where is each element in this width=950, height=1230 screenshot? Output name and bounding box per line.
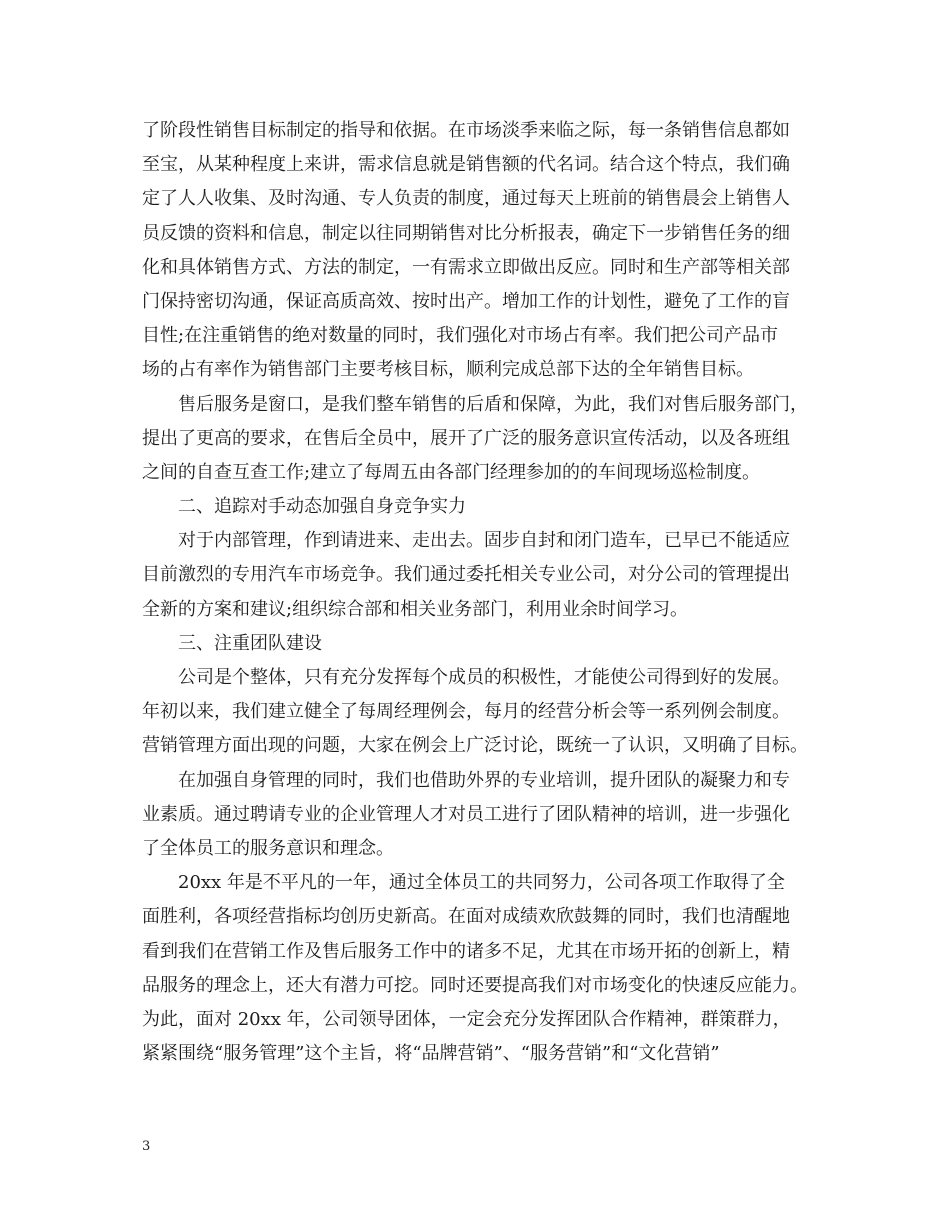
paragraph-start-line: 对于内部管理，作到请进来、走出去。固步自封和闭门造车，已早已不能适应	[178, 530, 790, 552]
document-body	[142, 114, 822, 1071]
page-number: 3	[142, 1139, 151, 1154]
body-line: 了全体员工的服务意识和理念。	[142, 837, 394, 859]
body-line: 化和具体销售方式、方法的制定，一有需求立即做出反应。同时和生产部等相关部	[142, 256, 790, 278]
body-line: 目性;在注重销售的绝对数量的同时，我们强化对市场占有率。我们把公司产品市	[142, 325, 779, 347]
section-heading: 二、追踪对手动态加强自身竞争实力	[178, 496, 466, 518]
paragraph-start-line: 在加强自身管理的同时，我们也借助外界的专业培训，提升团队的凝聚力和专	[178, 769, 790, 791]
body-line: 目前激烈的专用汽车市场竞争。我们通过委托相关专业公司，对分公司的管理提出	[142, 564, 790, 586]
body-line: 紧紧围绕“服务管理”这个主旨，将“品牌营销”、“服务营销”和“文化营销”	[142, 1043, 720, 1065]
body-line: 品服务的理念上，还大有潜力可挖。同时还要提高我们对市场变化的快速反应能力。	[142, 974, 808, 996]
body-line: 看到我们在营销工作及售后服务工作中的诸多不足，尤其在市场开拓的创新上，精	[142, 940, 790, 962]
body-line: 为此，面对 20xx 年，公司领导团体，一定会充分发挥团队合作精神，群策群力，	[142, 1008, 791, 1030]
body-line: 定了人人收集、及时沟通、专人负责的制度，通过每天上班前的销售晨会上销售人	[142, 188, 790, 210]
body-line: 全新的方案和建议;组织综合部和相关业务部门，利用业余时间学习。	[142, 598, 689, 620]
body-line: 提出了更高的要求，在售后全员中，展开了广泛的服务意识宣传活动，以及各班组	[142, 427, 790, 449]
paragraph-start-line: 公司是个整体，只有充分发挥每个成员的积极性，才能使公司得到好的发展。	[178, 667, 790, 688]
body-line: 年初以来，我们建立健全了每周经理例会，每月的经营分析会等一系列例会制度。	[142, 701, 790, 723]
body-line: 之间的自查互查工作;建立了每周五由各部门经理参加的的车间现场巡检制度。	[142, 461, 761, 483]
body-line: 至宝，从某种程度上来讲，需求信息就是销售额的代名词。结合这个特点，我们确	[142, 154, 790, 176]
body-line: 面胜利，各项经营指标均创历史新高。在面对成绩欢欣鼓舞的同时，我们也清醒地	[142, 906, 790, 928]
body-line: 员反馈的资料和信息，制定以往同期销售对比分析报表，确定下一步销售任务的细	[142, 222, 790, 244]
section-heading: 三、注重团队建设	[178, 632, 322, 654]
paragraph-start-line: 20xx 年是不平凡的一年，通过全体员工的共同努力，公司各项工作取得了全	[178, 872, 785, 894]
body-line: 了阶段性销售目标制定的指导和依据。在市场淡季来临之际，每一条销售信息都如	[142, 120, 790, 141]
body-line: 门保持密切沟通，保证高质高效、按时出产。增加工作的计划性，避免了工作的盲	[142, 290, 790, 312]
body-line: 场的占有率作为销售部门主要考核目标，顺利完成总部下达的全年销售目标。	[142, 359, 754, 381]
body-line: 业素质。通过聘请专业的企业管理人才对员工进行了团队精神的培训，进一步强化	[142, 803, 790, 825]
body-line: 营销管理方面出现的问题，大家在例会上广泛讨论，既统一了认识，又明确了目标。	[142, 735, 808, 757]
paragraph-start-line: 售后服务是窗口，是我们整车销售的后盾和保障，为此，我们对售后服务部门，	[178, 393, 808, 415]
